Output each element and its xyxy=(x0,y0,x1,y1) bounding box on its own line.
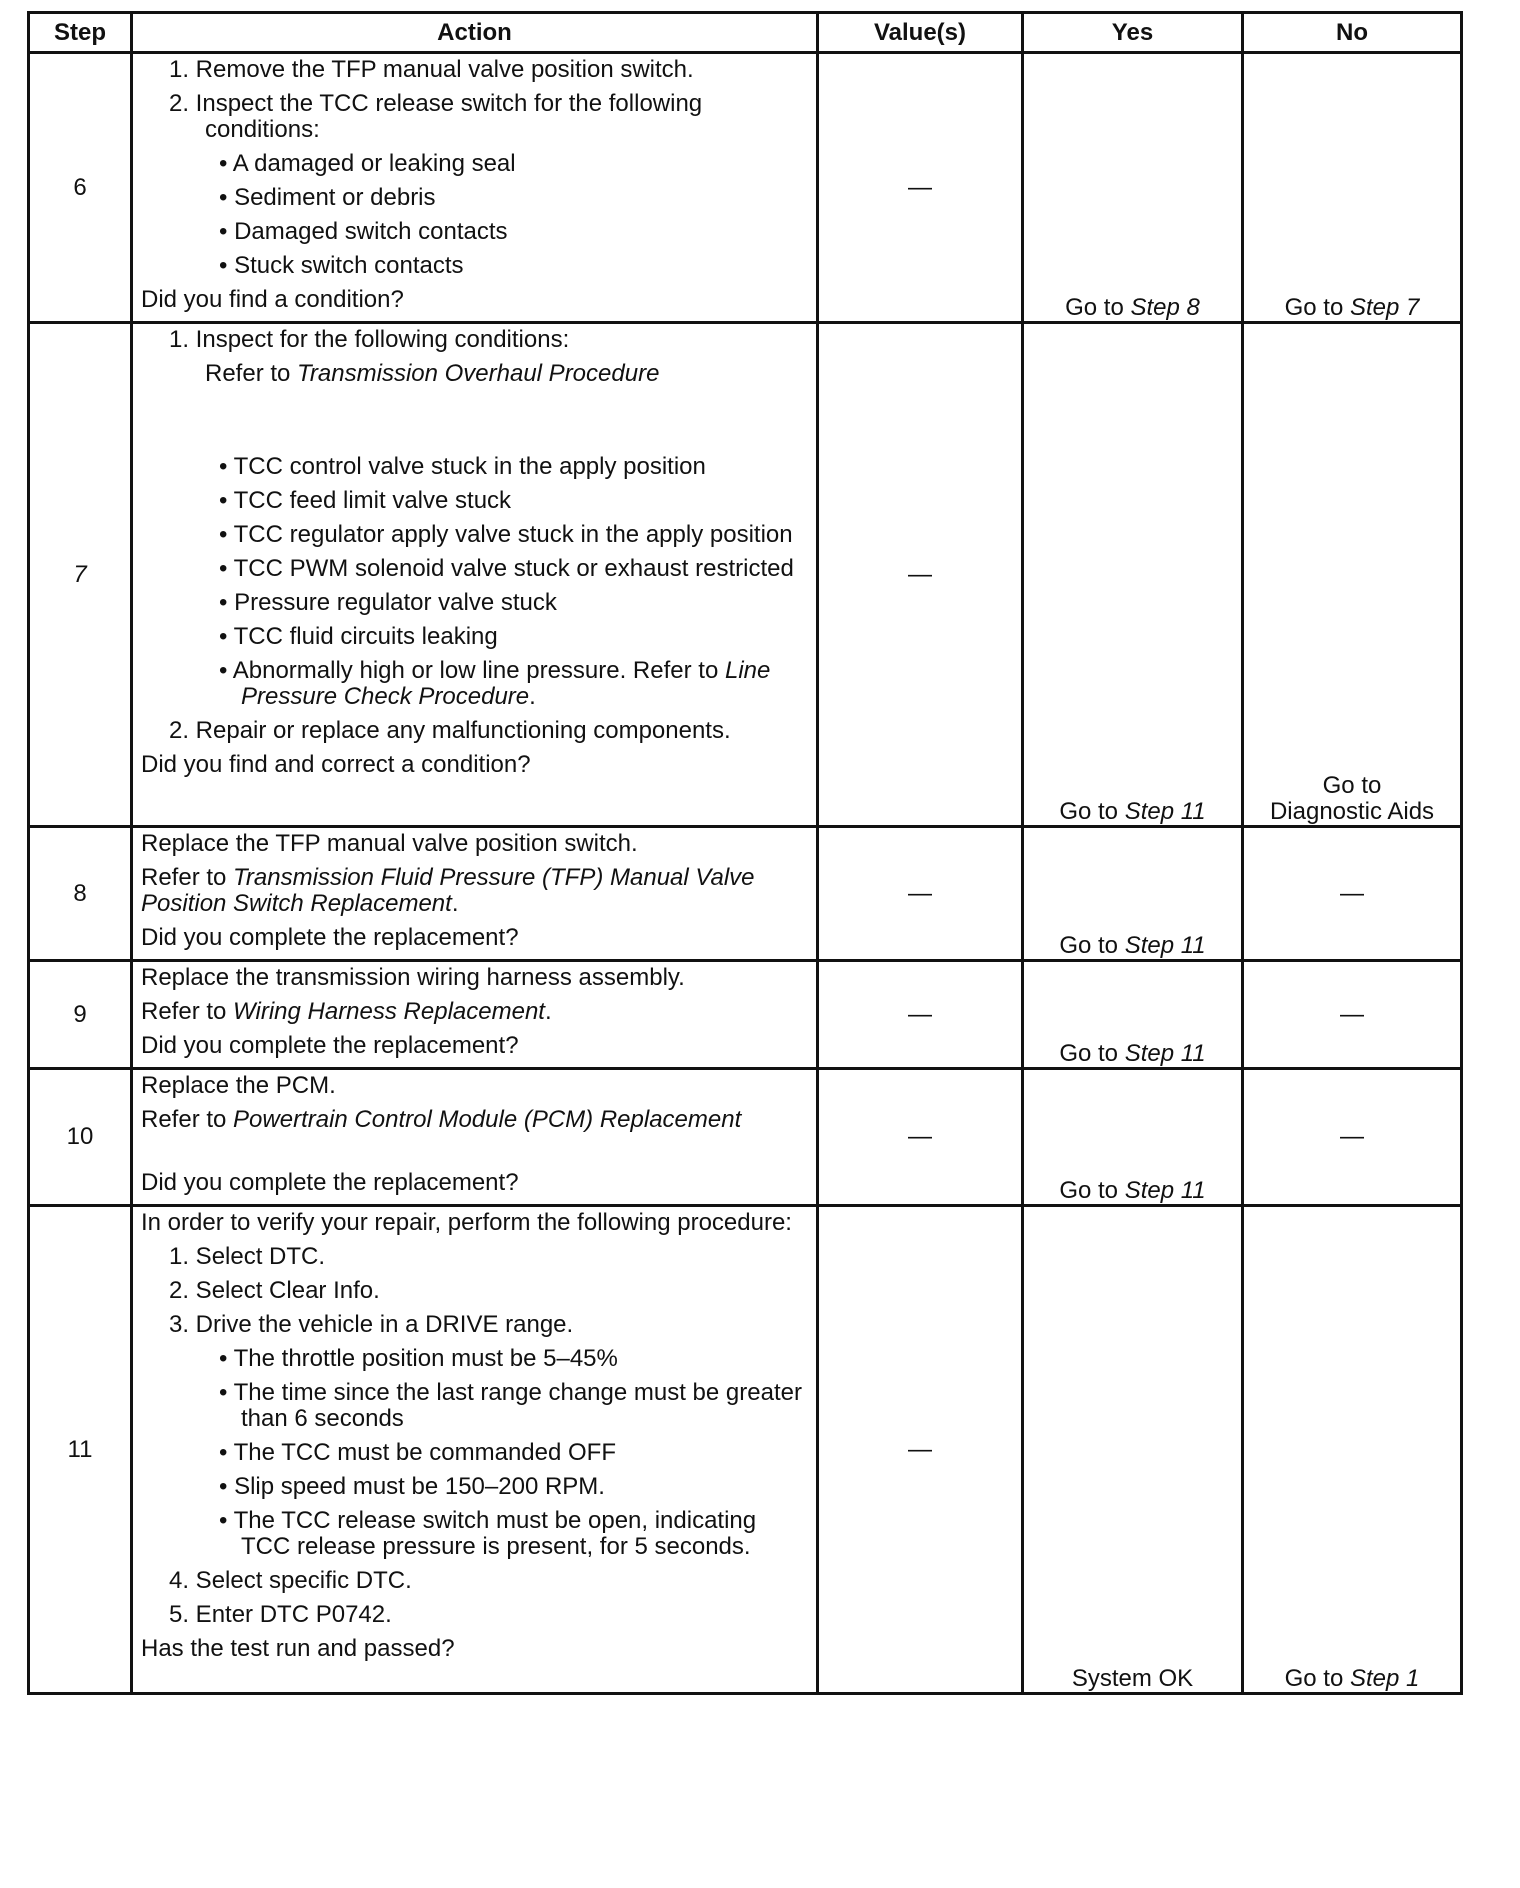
bullet-item: • Abnormally high or low line pressure. Refer to Line Pressure Check Procedure. xyxy=(219,657,771,710)
bullet-item: • Stuck switch contacts xyxy=(219,252,464,279)
bullet-item: • TCC feed limit valve stuck xyxy=(219,487,512,514)
question-text: Did you find and correct a condition? xyxy=(141,751,531,778)
bullet-item: • A damaged or leaking seal xyxy=(219,150,516,177)
bullet-item: • TCC fluid circuits leaking xyxy=(219,623,498,650)
yes-cell[interactable]: Go to Step 11 xyxy=(1023,1069,1243,1206)
table-row-step-10 xyxy=(29,1069,1462,1206)
instruction-item: 2. Select Clear Info. xyxy=(169,1277,380,1304)
yes-cell[interactable]: Go to Step 11 xyxy=(1023,323,1243,827)
step-link[interactable]: Step 1 xyxy=(1349,1665,1420,1692)
instruction-item: 1. Remove the TFP manual valve position switch. xyxy=(169,56,694,83)
no-cell: — xyxy=(1243,827,1462,961)
refer-text: Refer to Transmission Fluid Pressure (TFP) Manual Valve Position Switch Replacement. xyxy=(141,864,755,917)
instruction-item: 5. Enter DTC P0742. xyxy=(169,1601,392,1628)
procedure-link[interactable]: Line Pressure Check Procedure xyxy=(241,657,771,710)
bullet-item: • Sediment or debris xyxy=(219,184,436,211)
no-cell[interactable]: Go to Diagnostic Aids xyxy=(1243,323,1462,827)
instruction-text: Replace the transmission wiring harness assembly. xyxy=(141,964,685,991)
bullet-item: • TCC control valve stuck in the apply position xyxy=(219,453,706,480)
yes-cell[interactable]: Go to Step 11 xyxy=(1023,961,1243,1069)
table-row-step-9 xyxy=(29,961,1462,1069)
instruction-item: 2. Inspect the TCC release switch for the following conditions: xyxy=(169,90,703,143)
instruction-item: 1. Select DTC. xyxy=(169,1243,326,1270)
step-link[interactable]: Step 8 xyxy=(1130,294,1200,321)
no-cell[interactable]: Go to Step 7 xyxy=(1243,53,1462,323)
bullet-item: • The throttle position must be 5–45% xyxy=(219,1345,618,1372)
header-action: Action xyxy=(132,13,818,53)
value-cell: — xyxy=(818,961,1023,1069)
refer-text: Refer to Transmission Overhaul Procedure xyxy=(205,360,660,387)
value-cell: — xyxy=(818,1069,1023,1206)
instruction-text: Replace the TFP manual valve position switch. xyxy=(141,830,638,857)
bullet-item: • Pressure regulator valve stuck xyxy=(219,589,557,616)
no-cell: — xyxy=(1243,961,1462,1069)
table-row-step-8 xyxy=(29,827,1462,961)
procedure-link[interactable]: Transmission Overhaul Procedure xyxy=(297,360,660,387)
value-cell: — xyxy=(818,1206,1023,1694)
step-number: 9 xyxy=(29,961,132,1069)
instruction-item: 3. Drive the vehicle in a DRIVE range. xyxy=(169,1311,574,1338)
header-yes: Yes xyxy=(1023,13,1243,53)
value-cell: — xyxy=(818,53,1023,323)
step-link[interactable]: Step 11 xyxy=(1124,1177,1206,1204)
bullet-item: • TCC PWM solenoid valve stuck or exhaust restricted xyxy=(219,555,794,582)
step-link[interactable]: Step 7 xyxy=(1349,294,1420,321)
yes-cell[interactable]: Go to Step 11 xyxy=(1023,827,1243,961)
step-number: 11 xyxy=(29,1206,132,1694)
instruction-text: Replace the PCM. xyxy=(141,1072,336,1099)
value-cell: — xyxy=(818,323,1023,827)
step-link[interactable]: Step 11 xyxy=(1124,798,1206,825)
refer-text: Refer to Powertrain Control Module (PCM) Replacement xyxy=(141,1106,742,1133)
table-row-step-7 xyxy=(29,323,1462,827)
bullet-item: • The time since the last range change must be greater than 6 seconds xyxy=(219,1379,802,1432)
action-cell xyxy=(132,53,818,323)
question-text: Has the test run and passed? xyxy=(141,1635,455,1662)
instruction-item: 4. Select specific DTC. xyxy=(169,1567,412,1594)
procedure-link[interactable]: Powertrain Control Module (PCM) Replacement xyxy=(233,1106,742,1133)
action-cell xyxy=(132,827,818,961)
header-step: Step xyxy=(29,13,132,53)
table-row-step-6 xyxy=(29,53,1462,323)
table-row-step-11 xyxy=(29,1206,1462,1694)
header-row xyxy=(29,13,1462,53)
step-number: 8 xyxy=(29,827,132,961)
diagnostic-table xyxy=(27,11,1463,1695)
yes-cell[interactable]: Go to Step 8 xyxy=(1023,53,1243,323)
step-link[interactable]: Step 11 xyxy=(1124,1040,1206,1067)
bullet-item: • TCC regulator apply valve stuck in the apply position xyxy=(219,521,793,548)
instruction-text: In order to verify your repair, perform the following procedure: xyxy=(141,1209,792,1236)
bullet-item: • The TCC release switch must be open, indicating TCC release pressure is present, for 5 seconds. xyxy=(219,1507,757,1560)
bullet-item: • Slip speed must be 150–200 RPM. xyxy=(219,1473,605,1500)
yes-cell[interactable]: System OK xyxy=(1023,1206,1243,1694)
step-number: 6 xyxy=(29,53,132,323)
value-cell: — xyxy=(818,827,1023,961)
action-cell xyxy=(132,1206,818,1694)
refer-text: Refer to Wiring Harness Replacement. xyxy=(141,998,552,1025)
question-text: Did you complete the replacement? xyxy=(141,924,519,951)
action-cell xyxy=(132,961,818,1069)
no-cell: — xyxy=(1243,1069,1462,1206)
question-text: Did you complete the replacement? xyxy=(141,1169,519,1196)
no-cell[interactable]: Go to Step 1 xyxy=(1243,1206,1462,1694)
instruction-item: 2. Repair or replace any malfunctioning components. xyxy=(169,717,731,744)
bullet-item: • Damaged switch contacts xyxy=(219,218,508,245)
step-link[interactable]: Step 11 xyxy=(1124,932,1206,959)
diagnostic-aids-link[interactable]: Diagnostic Aids xyxy=(1269,798,1435,825)
question-text: Did you find a condition? xyxy=(141,286,404,313)
procedure-link[interactable]: Transmission Fluid Pressure (TFP) Manual Valve Position Switch Replacement xyxy=(141,864,755,917)
step-number: 7 xyxy=(29,323,132,827)
action-cell xyxy=(132,323,818,827)
step-number: 10 xyxy=(29,1069,132,1206)
procedure-link[interactable]: Wiring Harness Replacement xyxy=(233,998,545,1025)
instruction-item: 1. Inspect for the following conditions: xyxy=(169,326,570,353)
header-values: Value(s) xyxy=(818,13,1023,53)
action-cell xyxy=(132,1069,818,1206)
header-no: No xyxy=(1243,13,1462,53)
bullet-item: • The TCC must be commanded OFF xyxy=(219,1439,616,1466)
question-text: Did you complete the replacement? xyxy=(141,1032,519,1059)
